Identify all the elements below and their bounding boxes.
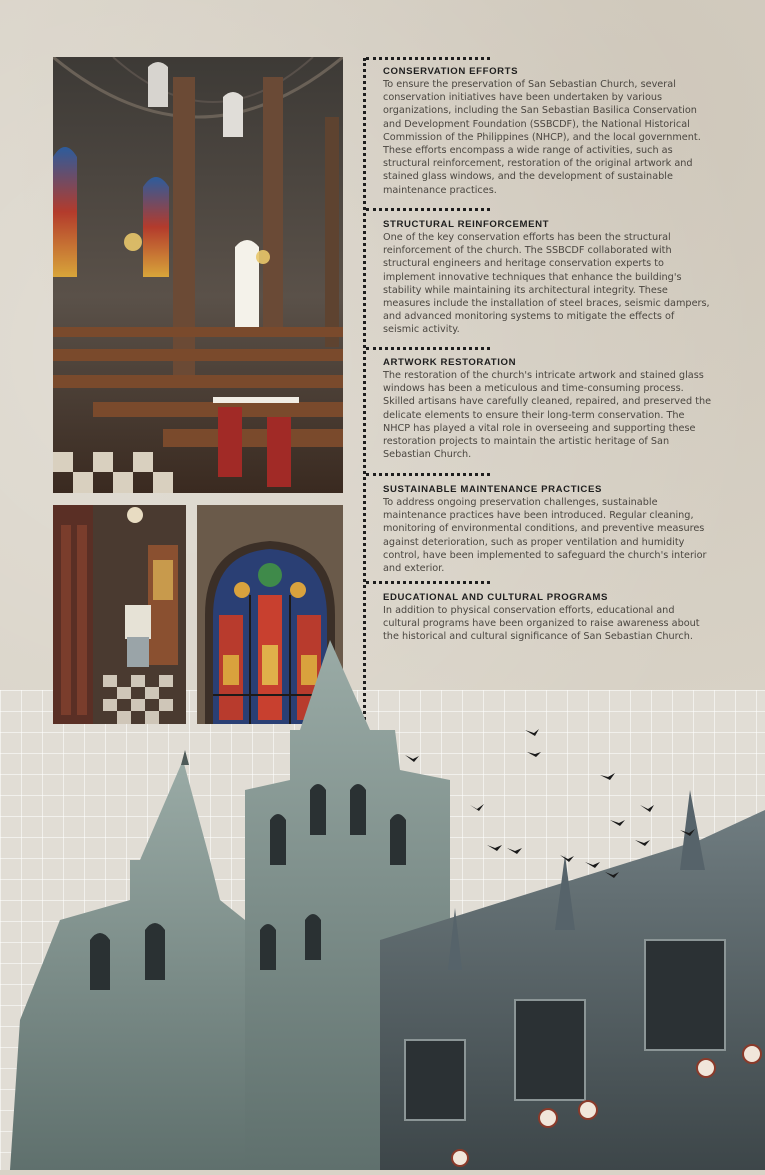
nave-interior-photo bbox=[53, 57, 343, 493]
section-sustainable-maintenance bbox=[383, 484, 713, 575]
section-educational-programs bbox=[383, 592, 713, 644]
section-heading: EDUCATIONAL AND CULTURAL PROGRAMS bbox=[383, 592, 608, 603]
section-heading: CONSERVATION EFFORTS bbox=[383, 66, 519, 77]
section-heading: STRUCTURAL REINFORCEMENT bbox=[383, 219, 550, 230]
section-body: One of the key conservation efforts has been the structural reinforcement of the church. The SSBCDF collaborated with structural engineers and heritage conservation experts to implement innovative techniques that enhance the building's stability while maintaining its architectural integrity. These measures include the installation of steel braces, seismic dampers, and advanced monitoring systems to mitigate the effects of seismic activity. bbox=[383, 232, 710, 336]
section-body: The restoration of the church's intricate artwork and stained glass windows has been a meticulous and time-consuming process. Skilled artisans have carefully cleaned, repaired, and preserved the delicate elements to ensure their long-term conservation. The NHCP has played a vital role in overseeing and supporting these restoration projects to maintain the artistic heritage of San Sebastian Church. bbox=[383, 370, 712, 461]
dotted-divider-5 bbox=[366, 581, 490, 584]
section-body: To address ongoing preservation challenges, sustainable maintenance practices have been introduced. Regular cleaning, monitoring of environmental conditions, and preventive measures against deterioration, such as proper ventilation and humidity control, have been implemented to safeguard the church's interior and exterior. bbox=[383, 497, 707, 575]
section-structural-reinforcement bbox=[383, 219, 713, 337]
church-exterior-illustration bbox=[0, 640, 765, 1170]
section-conservation-efforts bbox=[383, 66, 713, 197]
section-heading: ARTWORK RESTORATION bbox=[383, 357, 517, 368]
section-artwork-restoration bbox=[383, 357, 713, 461]
vertical-dotted-rule bbox=[363, 58, 366, 720]
dotted-divider-4 bbox=[366, 473, 490, 476]
dotted-divider-1 bbox=[366, 57, 490, 60]
section-body: In addition to physical conservation efforts, educational and cultural programs have been organized to raise awareness about the historical and cultural significance of San Sebastian Church. bbox=[383, 605, 700, 643]
section-body: To ensure the preservation of San Sebastian Church, several conservation initiatives have been undertaken by various organizations, including the San Sebastian Basilica Conservation and Development Foundation (SSBCDF), the National Historical Commission of the Philippines (NHCP), and the local government. These efforts encompass a wide range of activities, such as structural reinforcement, restoration of the original artwork and stained glass windows, and the development of sustainable maintenance practices. bbox=[383, 79, 701, 196]
dotted-divider-3 bbox=[366, 347, 490, 350]
section-heading: SUSTAINABLE MAINTENANCE PRACTICES bbox=[383, 484, 602, 495]
dotted-divider-2 bbox=[366, 208, 490, 211]
